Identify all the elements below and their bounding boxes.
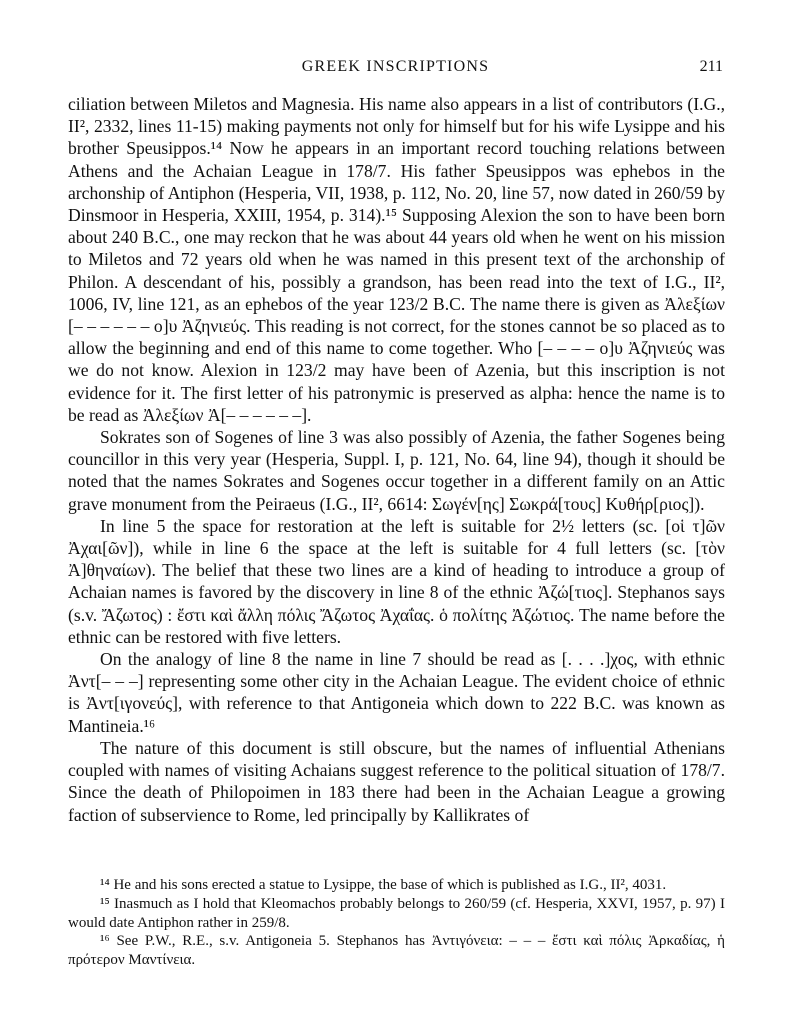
running-head xyxy=(68,58,723,80)
paragraph-5: The nature of this document is still obscure, but the names of influential Athenians coupled with names of visiting Achaians suggest reference to the political situation of 178/7. Since the death of Philopoimen in 183 there had been in the Achaian League a growing faction of subservience to Rome, led principally by Kallikrates of xyxy=(68,737,725,825)
paragraph-3: In line 5 the space for restoration at the left is suitable for 2½ letters (sc. [οἱ τ]ῶν Ἀχαι[ῶν]), while in line 6 the space at the left is suitable for 4 full letters (sc. [τὸν Ἀ]θηναίων). The belief that these two lines are a kind of heading to introduce a group of Achaian names is favored by the discovery in line 8 of the ethnic Ἀζώ[τιος]. Stephanos says (s.v. Ἄζωτος) : ἔστι καὶ ἄλλη πόλις Ἄζωτος Ἀχαΐας. ὁ πολίτης Ἀζώτιος. The name before the ethnic can be restored with five letters. xyxy=(68,515,725,647)
paragraph-4: On the analogy of line 8 the name in line 7 should be read as [. . . .]χος, with ethnic Ἀντ[– – –] representing some other city in the Achaian League. The evident choice of ethnic is Ἀντ[ιγονεύς], with reference to that Antigoneia which down to 222 B.C. was known as Mantineia.¹⁶ xyxy=(68,649,725,736)
paragraph-1: ciliation between Miletos and Magnesia. His name also appears in a list of contributors (I.G., II², 2332, lines 11-15) making payments not only for himself but for his wife Lysippe and his brother Speusippos.¹⁴ Now he appears in an important record touching relations between Athens and the Achaian League in 178/7. His father Speusippos was ephebos in the archonship of Antiphon (Hesperia, VII, 1938, p. 112, No. 20, line 57, now dated in 260/59 by Dinsmoor in Hesperia, XXIII, 1954, p. 314).¹⁵ Supposing Alexion the son to have been born about 240 B.C., one may reckon that he was about 44 years old when he went on his mission to Miletos and 72 years old when he was named in this present text of the archonship of Philon. A descendant of his, possibly a grandson, has been read into the text of I.G., II², 1006, IV, line 121, as an ephebos of the year 123/2 B.C. The name there is given as Ἀλεξίων [– – – – – – ο]υ Ἀζηνιεύς. This reading is not correct, for the stones cannot be so placed as to allow the beginning and end of this name to come together. Who [– – – – ο]υ Ἀζηνιεύς was we do not know. Alexion in 123/2 may have been of Azenia, but this inscription is not evidence for it. The first letter of his patronymic is preserved as alpha: hence the name is to be read as Ἀλεξίων Ἀ[– – – – – –]. xyxy=(68,94,725,425)
body-text xyxy=(68,93,725,826)
paragraph-2: Sokrates son of Sogenes of line 3 was also possibly of Azenia, the father Sogenes being councillor in this very year (Hesperia, Suppl. I, p. 121, No. 64, line 94), though it should be noted that the names Sokrates and Sogenes occur together in a different family on an Attic grave monument from the Peiraeus (I.G., II², 6614: Σωγέν[ης] Σωκρά[τους] Κυθήρ[ριος]). xyxy=(68,427,725,514)
running-title: GREEK INSCRIPTIONS xyxy=(301,58,490,75)
page-number: 211 xyxy=(699,58,723,75)
footnotes xyxy=(68,876,725,970)
footnote-14: ¹⁴ He and his sons erected a statue to Lysippe, the base of which is published as I.G., II², 4031. xyxy=(100,877,667,893)
footnote-15: ¹⁵ Inasmuch as I hold that Kleomachos probably belongs to 260/59 (cf. Hesperia, XXVI, 1957, p. 97) I would date Antiphon rather in 259/8. xyxy=(68,895,725,931)
footnote-16: ¹⁶ See P.W., R.E., s.v. Antigoneia 5. Stephanos has Ἀντιγόνεια: – – – ἔστι καὶ πόλις Ἀρκαδίας, ἡ πρότερον Μαντίνεια. xyxy=(68,933,725,969)
